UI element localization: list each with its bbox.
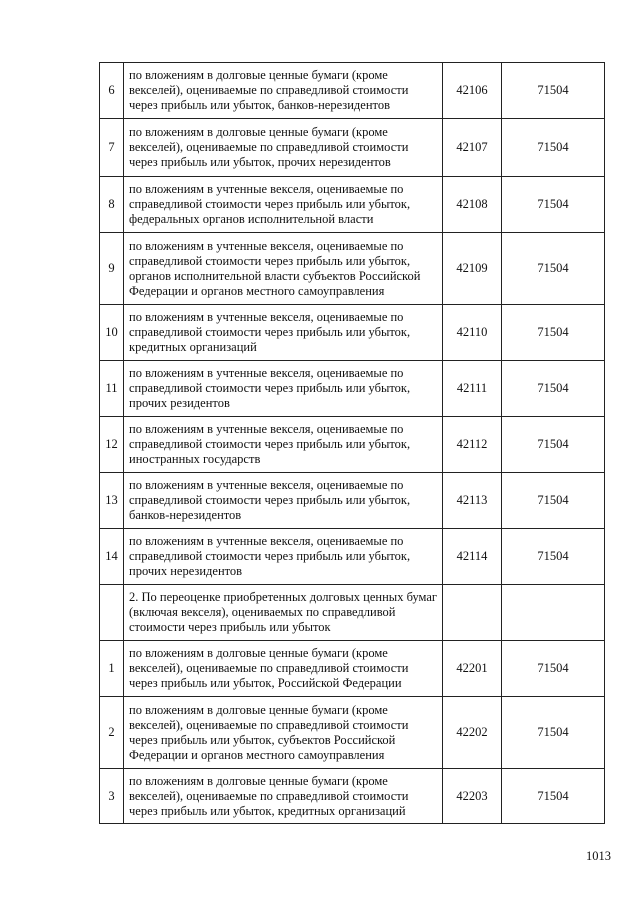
- row-description: по вложениям в долговые ценные бумаги (кроме векселей), оцениваемые по справедливой стоимости через прибыль или убыток, субъектов Российской Федерации и органов местного самоуправления: [124, 697, 443, 769]
- row-account: 71504: [502, 177, 605, 233]
- row-number: 12: [100, 417, 124, 473]
- table-row: [100, 233, 605, 305]
- row-code: 42112: [443, 417, 502, 473]
- row-code: 42201: [443, 641, 502, 697]
- row-account: 71504: [502, 473, 605, 529]
- row-code: 42109: [443, 233, 502, 305]
- row-number: 10: [100, 305, 124, 361]
- row-description: 2. По переоценке приобретенных долговых ценных бумаг (включая векселя), оцениваемых по справедливой стоимости через прибыль или убыток: [124, 585, 443, 641]
- accounts-table-body: [100, 63, 605, 824]
- table-row: [100, 361, 605, 417]
- row-code: 42110: [443, 305, 502, 361]
- row-code: 42113: [443, 473, 502, 529]
- row-account: [502, 585, 605, 641]
- row-account: 71504: [502, 361, 605, 417]
- row-number: 3: [100, 769, 124, 824]
- row-code: 42106: [443, 63, 502, 119]
- row-number: 6: [100, 63, 124, 119]
- page-number: 1013: [586, 849, 611, 863]
- row-code: 42203: [443, 769, 502, 824]
- row-account: 71504: [502, 697, 605, 769]
- row-code: 42111: [443, 361, 502, 417]
- row-code: [443, 585, 502, 641]
- table-row: [100, 697, 605, 769]
- row-number: [100, 585, 124, 641]
- table-row: [100, 305, 605, 361]
- row-description: по вложениям в учтенные векселя, оцениваемые по справедливой стоимости через прибыль или убыток, прочих нерезидентов: [124, 529, 443, 585]
- row-description: по вложениям в учтенные векселя, оцениваемые по справедливой стоимости через прибыль или убыток, федеральных органов исполнительной власти: [124, 177, 443, 233]
- row-number: 11: [100, 361, 124, 417]
- row-code: 42107: [443, 119, 502, 177]
- table-row: [100, 473, 605, 529]
- row-number: 14: [100, 529, 124, 585]
- table-row: [100, 529, 605, 585]
- row-number: 1: [100, 641, 124, 697]
- row-account: 71504: [502, 233, 605, 305]
- table-row: [100, 63, 605, 119]
- table-row: [100, 769, 605, 824]
- row-account: 71504: [502, 417, 605, 473]
- row-number: 7: [100, 119, 124, 177]
- row-number: 9: [100, 233, 124, 305]
- row-number: 8: [100, 177, 124, 233]
- table-row: [100, 177, 605, 233]
- row-code: 42108: [443, 177, 502, 233]
- table-row: [100, 641, 605, 697]
- row-description: по вложениям в долговые ценные бумаги (кроме векселей), оцениваемые по справедливой стоимости через прибыль или убыток, прочих нерезидентов: [124, 119, 443, 177]
- row-code: 42202: [443, 697, 502, 769]
- row-number: 13: [100, 473, 124, 529]
- row-description: по вложениям в долговые ценные бумаги (кроме векселей), оцениваемые по справедливой стоимости через прибыль или убыток, банков-нерезидентов: [124, 63, 443, 119]
- row-description: по вложениям в учтенные векселя, оцениваемые по справедливой стоимости через прибыль или убыток, иностранных государств: [124, 417, 443, 473]
- row-account: 71504: [502, 641, 605, 697]
- row-number: 2: [100, 697, 124, 769]
- row-account: 71504: [502, 63, 605, 119]
- row-description: по вложениям в долговые ценные бумаги (кроме векселей), оцениваемые по справедливой стоимости через прибыль или убыток, кредитных организаций: [124, 769, 443, 824]
- row-description: по вложениям в учтенные векселя, оцениваемые по справедливой стоимости через прибыль или убыток, прочих резидентов: [124, 361, 443, 417]
- table-row: [100, 417, 605, 473]
- row-account: 71504: [502, 305, 605, 361]
- row-description: по вложениям в долговые ценные бумаги (кроме векселей), оцениваемые по справедливой стоимости через прибыль или убыток, Российской Федерации: [124, 641, 443, 697]
- table-row: [100, 119, 605, 177]
- row-account: 71504: [502, 119, 605, 177]
- row-code: 42114: [443, 529, 502, 585]
- row-account: 71504: [502, 769, 605, 824]
- row-description: по вложениям в учтенные векселя, оцениваемые по справедливой стоимости через прибыль или убыток, банков-нерезидентов: [124, 473, 443, 529]
- accounts-table: [99, 62, 605, 824]
- row-description: по вложениям в учтенные векселя, оцениваемые по справедливой стоимости через прибыль или убыток, кредитных организаций: [124, 305, 443, 361]
- row-account: 71504: [502, 529, 605, 585]
- row-description: по вложениям в учтенные векселя, оцениваемые по справедливой стоимости через прибыль или убыток, органов исполнительной власти субъектов Российской Федерации и органов местного самоуправления: [124, 233, 443, 305]
- table-row: [100, 585, 605, 641]
